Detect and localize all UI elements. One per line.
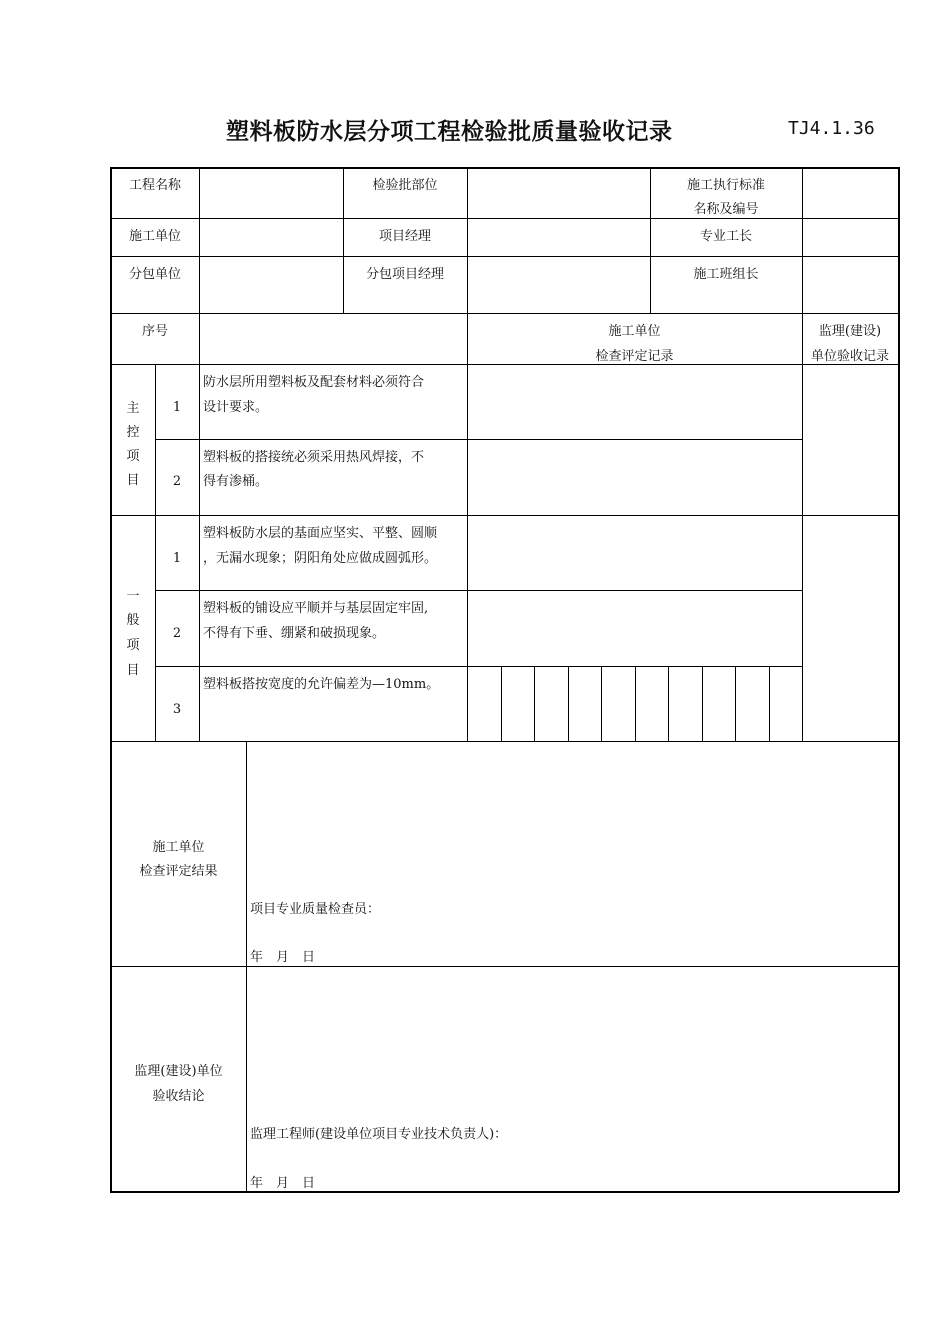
sup-header-line1: 监理(建设) bbox=[818, 324, 882, 339]
eval-header-line2: 检查评定记录 bbox=[595, 349, 674, 364]
acceptance-label-line2: 验收结论 bbox=[152, 1089, 205, 1104]
item-text: 不得有下垂、绷紧和破损现象。 bbox=[203, 626, 386, 641]
result-label-line2: 检查评定结果 bbox=[139, 864, 218, 879]
inspector-signature-label: 项目专业质量检查员： bbox=[250, 902, 381, 917]
grid-line bbox=[110, 966, 899, 967]
subcontractor-label: 分包单位 bbox=[128, 267, 181, 282]
item-number: 2 bbox=[172, 474, 182, 489]
project-manager-label: 项目经理 bbox=[378, 229, 431, 244]
item-number: 1 bbox=[172, 551, 182, 566]
grid-line bbox=[668, 666, 669, 741]
result-date: 年 月 日 bbox=[250, 950, 316, 965]
grid-line bbox=[110, 313, 899, 314]
grid-line bbox=[155, 439, 803, 440]
main-control-label-char: 目 bbox=[126, 473, 140, 488]
grid-line bbox=[110, 741, 899, 742]
sub-project-manager-label: 分包项目经理 bbox=[365, 267, 444, 282]
main-control-label-char: 主 bbox=[126, 401, 140, 416]
grid-line bbox=[467, 167, 468, 741]
item-text: 得有渗桶。 bbox=[203, 474, 269, 489]
standard-label-line1: 施工执行标准 bbox=[686, 178, 765, 193]
grid-line bbox=[199, 167, 200, 741]
grid-line bbox=[568, 666, 569, 741]
general-label-char: 一 bbox=[126, 589, 140, 604]
item-number: 1 bbox=[172, 400, 182, 415]
item-text: ，无漏水现象；阴阳角处应做成圆弧形。 bbox=[203, 551, 438, 566]
standard-label-line2: 名称及编号 bbox=[693, 202, 759, 217]
grid-line bbox=[110, 167, 899, 169]
grid-line bbox=[769, 666, 770, 741]
grid-line bbox=[802, 167, 803, 741]
construction-unit-label: 施工单位 bbox=[128, 229, 181, 244]
grid-line bbox=[501, 666, 502, 741]
seq-header: 序号 bbox=[141, 324, 168, 339]
form-code: TJ4.1.36 bbox=[788, 118, 875, 139]
project-name-label: 工程名称 bbox=[128, 178, 181, 193]
item-text: 塑料板搭按宽度的允许偏差为—10mm。 bbox=[203, 677, 440, 692]
acceptance-label-line1: 监理(建设)单位 bbox=[134, 1064, 223, 1079]
inspection-part-label: 检验批部位 bbox=[372, 178, 438, 193]
item-text: 防水层所用塑料板及配套材料必须符合 bbox=[203, 375, 425, 390]
grid-line bbox=[155, 666, 803, 667]
grid-line bbox=[735, 666, 736, 741]
result-label-line1: 施工单位 bbox=[152, 840, 205, 855]
grid-line bbox=[246, 741, 247, 1192]
general-label-char: 般 bbox=[126, 613, 140, 628]
page-title: 塑料板防水层分项工程检验批质量验收记录 bbox=[226, 119, 673, 145]
main-control-label-char: 项 bbox=[126, 449, 140, 464]
grid-line bbox=[110, 256, 899, 257]
general-label-char: 项 bbox=[126, 638, 140, 653]
grid-line bbox=[534, 666, 535, 741]
item-number: 2 bbox=[172, 626, 182, 641]
grid-line bbox=[898, 167, 900, 1192]
grid-line bbox=[702, 666, 703, 741]
team-leader-label: 施工班组长 bbox=[693, 267, 759, 282]
engineer-signature-label: 监理工程师(建设单位项目专业技术负责人)： bbox=[250, 1127, 508, 1142]
item-text: 塑料板防水层的基面应坚实、平整、圆顺 bbox=[203, 526, 438, 541]
main-control-label-char: 控 bbox=[126, 425, 140, 440]
item-text: 塑料板的搭接统必须采用热风焊接，不 bbox=[203, 450, 425, 465]
general-label-char: 目 bbox=[126, 663, 140, 678]
item-text: 设计要求。 bbox=[203, 400, 269, 415]
foreman-label: 专业工长 bbox=[699, 229, 752, 244]
sup-header-line2: 单位验收记录 bbox=[810, 349, 889, 364]
grid-line bbox=[635, 666, 636, 741]
item-text: 塑料板的铺设应平顺并与基层固定牢固, bbox=[203, 601, 429, 616]
grid-line bbox=[155, 590, 803, 591]
eval-header-line1: 施工单位 bbox=[608, 324, 661, 339]
grid-line bbox=[601, 666, 602, 741]
acceptance-date: 年 月 日 bbox=[250, 1176, 316, 1191]
grid-line bbox=[110, 515, 899, 516]
grid-line bbox=[110, 1191, 899, 1193]
item-number: 3 bbox=[172, 702, 182, 717]
